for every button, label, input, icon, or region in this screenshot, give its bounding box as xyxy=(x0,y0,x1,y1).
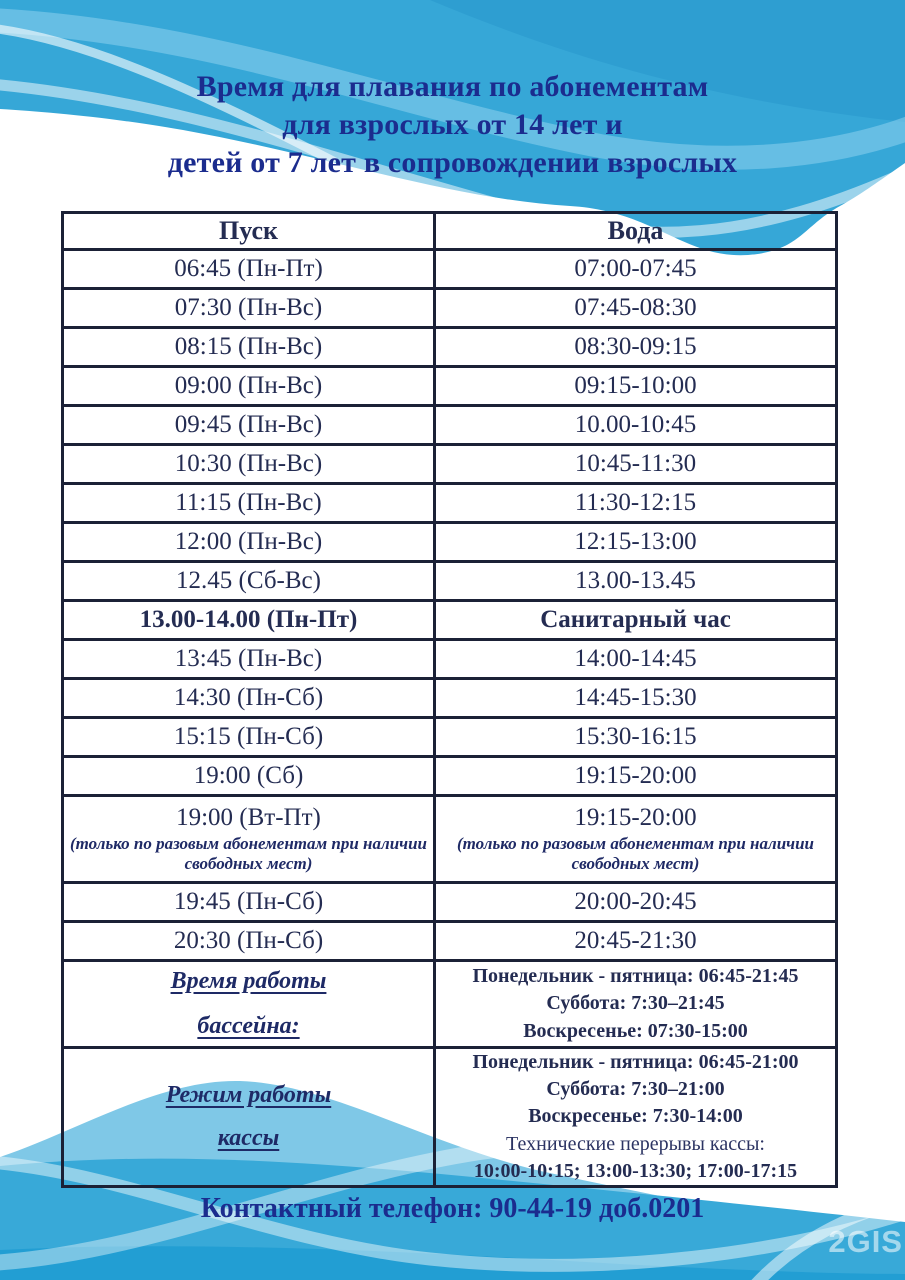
water-time: 19:15-20:00 xyxy=(574,804,697,832)
cashdesk-breaks-value: 10:00-10:15; 13:00-13:30; 17:00-17:15 xyxy=(473,1159,798,1182)
start-time-cell: 15:15 (Пн-Сб) xyxy=(63,718,435,757)
cashdesk-label-cell xyxy=(63,1048,435,1187)
cashdesk-label-line-2: кассы xyxy=(217,1124,280,1151)
schedule-row xyxy=(63,718,837,757)
start-time: 19:00 (Вт-Пт) xyxy=(176,804,321,832)
cashdesk-label-line-1: Режим работы xyxy=(165,1082,332,1109)
schedule-row xyxy=(63,250,837,289)
schedule-row xyxy=(63,523,837,562)
cashdesk-hours-sunday: Воскресенье: 7:30-14:00 xyxy=(528,1105,743,1128)
pool-hours-label-cell xyxy=(63,961,435,1048)
start-time-cell: 09:00 (Пн-Вс) xyxy=(63,367,435,406)
start-time-cell: 07:30 (Пн-Вс) xyxy=(63,289,435,328)
pool-hours-row xyxy=(63,961,837,1048)
pool-hours-weekdays: Понедельник - пятница: 06:45-21:45 xyxy=(472,965,799,988)
start-time-cell: 12:00 (Пн-Вс) xyxy=(63,523,435,562)
title-line-3: детей от 7 лет в сопровождении взрослых xyxy=(167,146,738,179)
start-time-cell: 19:45 (Пн-Сб) xyxy=(63,883,435,922)
cashdesk-hours-row xyxy=(63,1048,837,1187)
water-time-cell: 14:00-14:45 xyxy=(435,640,837,679)
start-time-cell: 08:15 (Пн-Вс) xyxy=(63,328,435,367)
2gis-watermark: 2GIS xyxy=(828,1224,903,1259)
start-time-cell xyxy=(63,796,435,883)
schedule-row xyxy=(63,328,837,367)
water-time-cell: 10:45-11:30 xyxy=(435,445,837,484)
schedule-row xyxy=(63,640,837,679)
schedule-row xyxy=(63,757,837,796)
cashdesk-hours-weekdays: Понедельник - пятница: 06:45-21:00 xyxy=(472,1051,799,1073)
title-line-2: для взрослых от 14 лет и xyxy=(282,108,623,141)
cashdesk-hours-saturday: Суббота: 7:30–21:00 xyxy=(546,1078,725,1101)
water-time-cell: 14:45-15:30 xyxy=(435,679,837,718)
water-time-cell: 10.00-10:45 xyxy=(435,406,837,445)
pool-hours-cell xyxy=(435,961,837,1048)
water-time-cell: 20:45-21:30 xyxy=(435,922,837,961)
start-time-cell: 19:00 (Сб) xyxy=(63,757,435,796)
page-title xyxy=(0,68,905,182)
schedule-row xyxy=(63,883,837,922)
header-row xyxy=(63,213,837,250)
schedule-row xyxy=(63,484,837,523)
title-line-1: Время для плавания по абонементам xyxy=(196,70,709,103)
start-time-cell: 11:15 (Пн-Вс) xyxy=(63,484,435,523)
start-time-cell: 09:45 (Пн-Вс) xyxy=(63,406,435,445)
column-header-water: Вода xyxy=(435,213,837,250)
cashdesk-breaks-label: Технические перерывы кассы: xyxy=(506,1132,765,1155)
start-time-cell: 13.00-14.00 (Пн-Пт) xyxy=(63,601,435,640)
water-time-cell xyxy=(435,796,837,883)
contact-phone: Контактный телефон: 90-44-19 доб.0201 xyxy=(200,1193,705,1224)
start-time-cell: 13:45 (Пн-Вс) xyxy=(63,640,435,679)
start-time-cell: 12.45 (Сб-Вс) xyxy=(63,562,435,601)
cashdesk-hours-cell xyxy=(435,1048,837,1187)
start-time-cell: 06:45 (Пн-Пт) xyxy=(63,250,435,289)
sanitary-hour-row xyxy=(63,601,837,640)
start-time-note: (только по разовым абонементам при наличии свободных мест) xyxy=(69,833,428,873)
column-header-start: Пуск xyxy=(63,213,435,250)
water-time-cell: 09:15-10:00 xyxy=(435,367,837,406)
pool-hours-label-line-2: бассейна: xyxy=(197,1013,300,1039)
schedule-row xyxy=(63,289,837,328)
pool-hours-label-line-1: Время работы xyxy=(170,968,327,995)
water-time-note: (только по разовым абонементам при наличии свободных мест) xyxy=(456,833,815,873)
water-time-cell: 08:30-09:15 xyxy=(435,328,837,367)
water-time-cell: 07:45-08:30 xyxy=(435,289,837,328)
water-time-cell: 19:15-20:00 xyxy=(435,757,837,796)
water-time-cell: 11:30-12:15 xyxy=(435,484,837,523)
water-time-cell: 13.00-13.45 xyxy=(435,562,837,601)
water-time-cell: Санитарный час xyxy=(435,601,837,640)
schedule-row xyxy=(63,679,837,718)
water-time-cell: 12:15-13:00 xyxy=(435,523,837,562)
schedule-row xyxy=(63,562,837,601)
water-time-cell: 20:00-20:45 xyxy=(435,883,837,922)
schedule-row xyxy=(63,367,837,406)
schedule-table xyxy=(61,211,838,1188)
schedule-row xyxy=(63,406,837,445)
start-time-cell: 10:30 (Пн-Вс) xyxy=(63,445,435,484)
schedule-row xyxy=(63,445,837,484)
water-time-cell: 15:30-16:15 xyxy=(435,718,837,757)
pool-hours-sunday: Воскресенье: 07:30-15:00 xyxy=(523,1019,748,1042)
water-time-cell: 07:00-07:45 xyxy=(435,250,837,289)
pool-hours-saturday: Суббота: 7:30–21:45 xyxy=(546,992,725,1015)
start-time-cell: 20:30 (Пн-Сб) xyxy=(63,922,435,961)
start-time-cell: 14:30 (Пн-Сб) xyxy=(63,679,435,718)
schedule-row-with-note xyxy=(63,796,837,883)
schedule-row xyxy=(63,922,837,961)
